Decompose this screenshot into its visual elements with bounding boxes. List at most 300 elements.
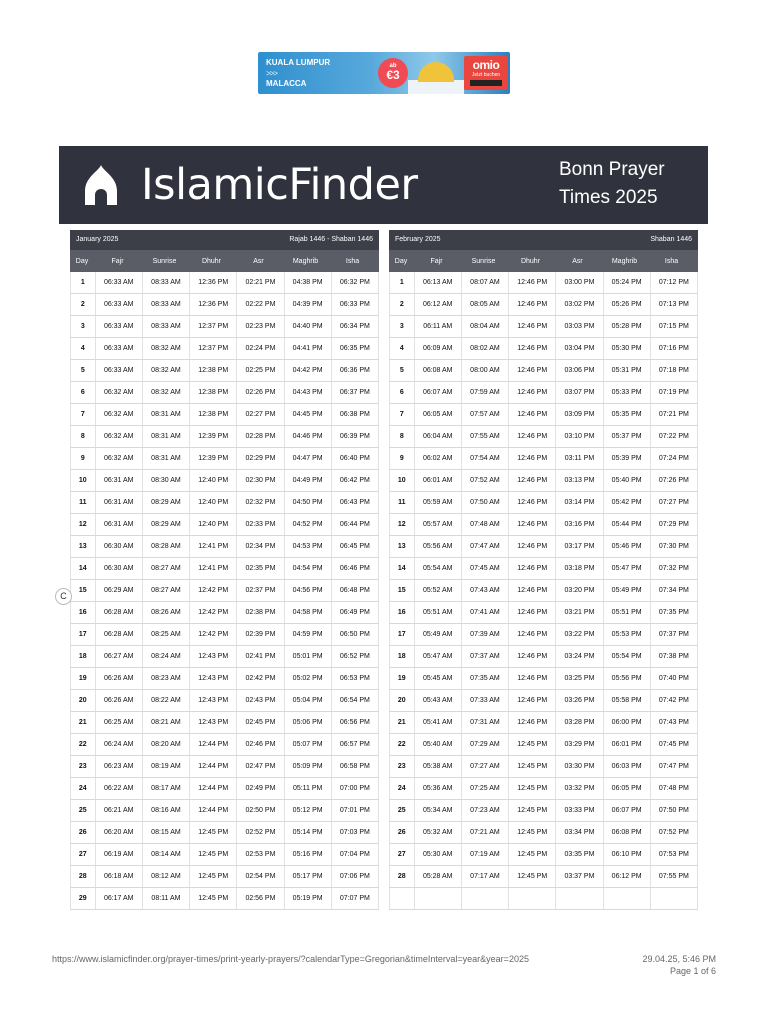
table-cell: 02:42 PM [237,668,284,689]
table-cell: 12:45 PM [509,756,556,777]
table-cell: 12:39 PM [190,448,237,469]
table-cell: 06:32 PM [332,272,379,293]
table-cell: 8 [389,426,415,447]
table-cell: 06:28 AM [96,624,143,645]
table-cell: 06:29 AM [96,580,143,601]
table-cell: 06:52 PM [332,646,379,667]
table-cell: 07:21 AM [462,822,509,843]
table-cell: 06:20 AM [96,822,143,843]
table-cell: 05:47 PM [604,558,651,579]
table-cell: 03:33 PM [556,800,603,821]
table-cell: 24 [70,778,96,799]
column-header-row [70,250,379,272]
table-cell: 06:31 AM [96,492,143,513]
table-row [70,558,379,580]
table-cell: 19 [70,668,96,689]
table-cell: 05:43 AM [415,690,462,711]
table-cell: 02:41 PM [237,646,284,667]
table-row [389,360,698,382]
table-cell: 12:46 PM [509,470,556,491]
table-cell: 12:46 PM [509,602,556,623]
table-cell: 05:30 PM [604,338,651,359]
table-row [389,316,698,338]
table-cell: 05:36 AM [415,778,462,799]
table-cell: 27 [70,844,96,865]
table-cell: 06:28 AM [96,602,143,623]
table-cell [509,888,556,909]
table-cell: 05:35 PM [604,404,651,425]
table-cell: 06:43 PM [332,492,379,513]
table-cell: 18 [389,646,415,667]
table-cell: 6 [70,382,96,403]
table-cell: 06:32 AM [96,448,143,469]
table-cell: 07:48 AM [462,514,509,535]
table-cell: 06:01 PM [604,734,651,755]
table-cell: 5 [70,360,96,381]
table-cell: 05:56 PM [604,668,651,689]
table-cell: 12:45 PM [509,822,556,843]
table-cell: 06:21 AM [96,800,143,821]
table-cell: 12:45 PM [509,844,556,865]
dome-illustration [418,62,454,82]
table-cell: 07:37 AM [462,646,509,667]
table-cell: 07:23 AM [462,800,509,821]
table-cell: 05:16 PM [285,844,332,865]
table-cell: 21 [389,712,415,733]
table-cell: 12 [389,514,415,535]
table-cell: 08:29 AM [143,514,190,535]
table-cell: 24 [389,778,415,799]
table-cell: 08:23 AM [143,668,190,689]
col-maghrib: Maghrib [292,257,319,265]
table-cell: 08:11 AM [143,888,190,909]
table-cell: 12:46 PM [509,536,556,557]
logo-text: IslamicFinder [141,160,418,210]
table-cell: 07:13 PM [651,294,698,315]
table-cell: 03:11 PM [556,448,603,469]
table-cell: 02:27 PM [237,404,284,425]
table-cell: 04:52 PM [285,514,332,535]
table-cell: 05:54 AM [415,558,462,579]
table-cell: 02:46 PM [237,734,284,755]
table-cell: 07:50 AM [462,492,509,513]
table-cell: 2 [389,294,415,315]
table-row [70,800,379,822]
table-cell: 12:45 PM [509,800,556,821]
table-cell: 06:19 AM [96,844,143,865]
mosque-illustration [408,80,464,94]
hijri-label: Rajab 1446 - Shaban 1446 [289,236,373,243]
table-row [389,558,698,580]
table-cell: 05:49 PM [604,580,651,601]
table-cell: 06:00 PM [604,712,651,733]
table-row [70,492,379,514]
table-cell: 06:03 PM [604,756,651,777]
month-header [70,230,379,250]
table-cell: 12:46 PM [509,294,556,315]
table-cell: 05:31 PM [604,360,651,381]
table-cell: 12:44 PM [190,778,237,799]
table-cell: 12:42 PM [190,602,237,623]
table-cell: 02:28 PM [237,426,284,447]
table-cell: 14 [389,558,415,579]
table-row [389,866,698,888]
table-cell: 04:45 PM [285,404,332,425]
col-maghrib: Maghrib [611,257,638,265]
table-cell: 02:50 PM [237,800,284,821]
col-sunrise: Sunrise [471,257,496,265]
table-row [389,668,698,690]
table-row [70,294,379,316]
table-cell: 04:40 PM [285,316,332,337]
february-table [389,230,698,910]
table-cell: 07:30 PM [651,536,698,557]
page-title-line-1: Bonn Prayer [559,159,665,180]
table-cell [389,888,415,909]
table-cell: 05:19 PM [285,888,332,909]
table-cell: 05:26 PM [604,294,651,315]
table-row [70,272,379,294]
table-cell: 06:25 AM [96,712,143,733]
table-cell: 06:24 AM [96,734,143,755]
table-cell: 12:45 PM [509,866,556,887]
table-cell: 05:28 PM [604,316,651,337]
table-cell: 05:49 AM [415,624,462,645]
col-isha: Isha [664,257,679,265]
ad-brand-name: omio [472,58,500,72]
table-cell: 07:26 PM [651,470,698,491]
table-cell: 02:47 PM [237,756,284,777]
table-cell: 20 [70,690,96,711]
table-cell: 08:31 AM [143,404,190,425]
table-cell: 06:30 AM [96,558,143,579]
table-cell: 07:52 PM [651,822,698,843]
table-cell: 27 [389,844,415,865]
table-cell: 07:39 AM [462,624,509,645]
table-cell: 12:46 PM [509,426,556,447]
table-row [70,624,379,646]
table-cell: 03:29 PM [556,734,603,755]
table-row [389,756,698,778]
table-cell: 23 [70,756,96,777]
ad-brand[interactable] [464,56,508,90]
table-cell: 07:59 AM [462,382,509,403]
table-cell: 03:34 PM [556,822,603,843]
table-cell: 07:18 PM [651,360,698,381]
table-cell: 14 [70,558,96,579]
table-cell: 12:41 PM [190,536,237,557]
table-cell: 05:09 PM [285,756,332,777]
table-cell: 25 [389,800,415,821]
table-cell: 06:17 AM [96,888,143,909]
table-cell: 06:45 PM [332,536,379,557]
table-cell: 12:39 PM [190,426,237,447]
table-cell: 08:27 AM [143,580,190,601]
table-row [70,448,379,470]
table-cell: 28 [389,866,415,887]
table-row [70,866,379,888]
table-cell: 06:08 PM [604,822,651,843]
table-cell: 07:45 PM [651,734,698,755]
col-asr: Asr [253,257,264,265]
table-row [70,690,379,712]
table-cell: 02:37 PM [237,580,284,601]
table-cell: 02:56 PM [237,888,284,909]
table-cell: 03:22 PM [556,624,603,645]
table-row [389,470,698,492]
table-cell: 02:49 PM [237,778,284,799]
month-header [389,230,698,250]
table-cell: 13 [70,536,96,557]
table-cell: 02:34 PM [237,536,284,557]
table-cell: 02:23 PM [237,316,284,337]
table-cell: 12:46 PM [509,712,556,733]
table-cell: 05:40 AM [415,734,462,755]
table-cell: 03:20 PM [556,580,603,601]
table-cell: 12:44 PM [190,756,237,777]
table-row [70,580,379,602]
page-title [559,156,699,212]
table-cell: 05:42 PM [604,492,651,513]
table-cell: 06:34 PM [332,316,379,337]
table-cell: 06:01 AM [415,470,462,491]
footer-date: 29.04.25, 5:46 PM [642,954,716,964]
table-cell: 06:56 PM [332,712,379,733]
col-day: Day [75,257,89,265]
col-isha: Isha [345,257,360,265]
table-row [389,888,698,910]
table-cell: 05:06 PM [285,712,332,733]
table-cell: 06:02 AM [415,448,462,469]
table-cell: 07:19 PM [651,382,698,403]
ad-price: €3 [386,68,400,82]
table-cell: 18 [70,646,96,667]
table-cell: 02:54 PM [237,866,284,887]
table-cell: 08:31 AM [143,448,190,469]
col-day: Day [394,257,408,265]
table-cell: 05:01 PM [285,646,332,667]
table-cell: 06:31 AM [96,470,143,491]
table-cell: 03:35 PM [556,844,603,865]
table-cell: 07:33 AM [462,690,509,711]
table-cell: 08:20 AM [143,734,190,755]
table-cell: 07:32 PM [651,558,698,579]
table-row [389,338,698,360]
table-cell: 12:37 PM [190,316,237,337]
table-cell: 08:24 AM [143,646,190,667]
table-cell: 12:43 PM [190,712,237,733]
table-cell [556,888,603,909]
table-row [389,580,698,602]
table-cell: 07:52 AM [462,470,509,491]
table-cell: 1 [389,272,415,293]
table-cell: 08:15 AM [143,822,190,843]
table-cell: 4 [389,338,415,359]
table-cell: 03:30 PM [556,756,603,777]
table-cell: 06:57 PM [332,734,379,755]
table-cell: 07:55 AM [462,426,509,447]
table-row [70,360,379,382]
col-dhuhr: Dhuhr [201,257,222,265]
table-cell: 12:46 PM [509,360,556,381]
table-cell: 07:06 PM [332,866,379,887]
side-circle-button[interactable]: C [55,588,72,605]
table-cell: 06:07 AM [415,382,462,403]
table-cell: 03:18 PM [556,558,603,579]
table-cell: 06:33 AM [96,338,143,359]
ad-origin: KUALA LUMPUR [266,58,331,67]
table-cell: 12 [70,514,96,535]
january-table [70,230,379,910]
col-fajr: Fajr [111,257,124,265]
table-cell: 05:34 AM [415,800,462,821]
table-cell: 04:53 PM [285,536,332,557]
table-cell: 05:11 PM [285,778,332,799]
table-row [70,844,379,866]
table-cell: 08:02 AM [462,338,509,359]
table-cell: 12:43 PM [190,668,237,689]
table-cell: 06:07 PM [604,800,651,821]
table-cell: 12:45 PM [509,778,556,799]
ad-banner[interactable] [258,52,510,94]
table-cell: 06:12 PM [604,866,651,887]
table-cell: 04:41 PM [285,338,332,359]
table-cell: 23 [389,756,415,777]
table-cell: 16 [389,602,415,623]
table-cell: 06:53 PM [332,668,379,689]
table-cell: 07:55 PM [651,866,698,887]
table-cell: 02:52 PM [237,822,284,843]
table-cell: 06:54 PM [332,690,379,711]
table-cell: 07:27 PM [651,492,698,513]
table-cell: 07:19 AM [462,844,509,865]
table-cell: 07:47 AM [462,536,509,557]
table-cell: 17 [70,624,96,645]
table-row [389,712,698,734]
table-cell: 10 [389,470,415,491]
table-cell: 07:12 PM [651,272,698,293]
table-cell: 5 [389,360,415,381]
table-cell: 02:32 PM [237,492,284,513]
table-cell: 06:33 AM [96,316,143,337]
table-cell: 12:37 PM [190,338,237,359]
table-cell: 03:06 PM [556,360,603,381]
table-cell: 03:13 PM [556,470,603,491]
table-cell: 07:50 PM [651,800,698,821]
table-row [389,778,698,800]
table-cell: 08:05 AM [462,294,509,315]
table-cell: 06:48 PM [332,580,379,601]
table-cell: 02:21 PM [237,272,284,293]
table-cell: 07:29 AM [462,734,509,755]
table-cell: 08:32 AM [143,360,190,381]
table-row [389,646,698,668]
table-cell: 07:57 AM [462,404,509,425]
table-cell: 12:46 PM [509,338,556,359]
table-cell: 12:45 PM [190,822,237,843]
table-cell: 06:04 AM [415,426,462,447]
table-cell: 10 [70,470,96,491]
table-cell: 15 [70,580,96,601]
mosque-logo-icon [79,163,123,207]
table-cell: 07:07 PM [332,888,379,909]
table-cell: 07:04 PM [332,844,379,865]
table-cell: 05:37 PM [604,426,651,447]
table-cell: 03:17 PM [556,536,603,557]
table-cell: 12:44 PM [190,800,237,821]
table-cell: 29 [70,888,96,909]
table-cell: 05:12 PM [285,800,332,821]
table-cell: 07:34 PM [651,580,698,601]
table-cell: 07:40 PM [651,668,698,689]
table-cell: 13 [389,536,415,557]
table-cell: 06:33 AM [96,360,143,381]
table-cell: 12:41 PM [190,558,237,579]
table-cell: 06:39 PM [332,426,379,447]
table-cell: 06:50 PM [332,624,379,645]
table-cell: 7 [389,404,415,425]
table-cell: 03:25 PM [556,668,603,689]
table-cell: 12:46 PM [509,580,556,601]
table-cell: 04:43 PM [285,382,332,403]
table-row [70,778,379,800]
table-cell: 08:33 AM [143,316,190,337]
table-cell: 03:04 PM [556,338,603,359]
table-row [389,382,698,404]
table-cell: 06:38 PM [332,404,379,425]
table-cell: 03:10 PM [556,426,603,447]
table-cell: 12:42 PM [190,580,237,601]
table-body [70,272,379,910]
table-cell: 02:33 PM [237,514,284,535]
table-cell: 1 [70,272,96,293]
table-cell: 06:33 AM [96,272,143,293]
table-cell: 05:04 PM [285,690,332,711]
table-cell: 05:44 PM [604,514,651,535]
table-cell: 06:49 PM [332,602,379,623]
table-cell: 03:24 PM [556,646,603,667]
table-cell: 08:29 AM [143,492,190,513]
table-cell: 11 [389,492,415,513]
table-cell: 06:18 AM [96,866,143,887]
table-cell: 12:46 PM [509,404,556,425]
table-cell: 08:26 AM [143,602,190,623]
table-cell: 07:27 AM [462,756,509,777]
table-cell: 22 [70,734,96,755]
table-cell: 03:14 PM [556,492,603,513]
table-cell: 12:46 PM [509,558,556,579]
table-cell: 08:07 AM [462,272,509,293]
table-cell: 05:07 PM [285,734,332,755]
table-cell: 06:08 AM [415,360,462,381]
table-cell: 12:38 PM [190,382,237,403]
table-row [70,536,379,558]
table-cell: 12:43 PM [190,690,237,711]
table-cell: 06:05 PM [604,778,651,799]
table-cell: 07:41 AM [462,602,509,623]
table-cell: 04:50 PM [285,492,332,513]
table-row [389,624,698,646]
table-cell: 05:52 AM [415,580,462,601]
table-row [389,272,698,294]
table-cell: 7 [70,404,96,425]
table-cell: 12:46 PM [509,514,556,535]
table-row [389,294,698,316]
table-cell: 12:36 PM [190,294,237,315]
table-cell: 04:49 PM [285,470,332,491]
table-cell: 12:44 PM [190,734,237,755]
table-row [70,734,379,756]
